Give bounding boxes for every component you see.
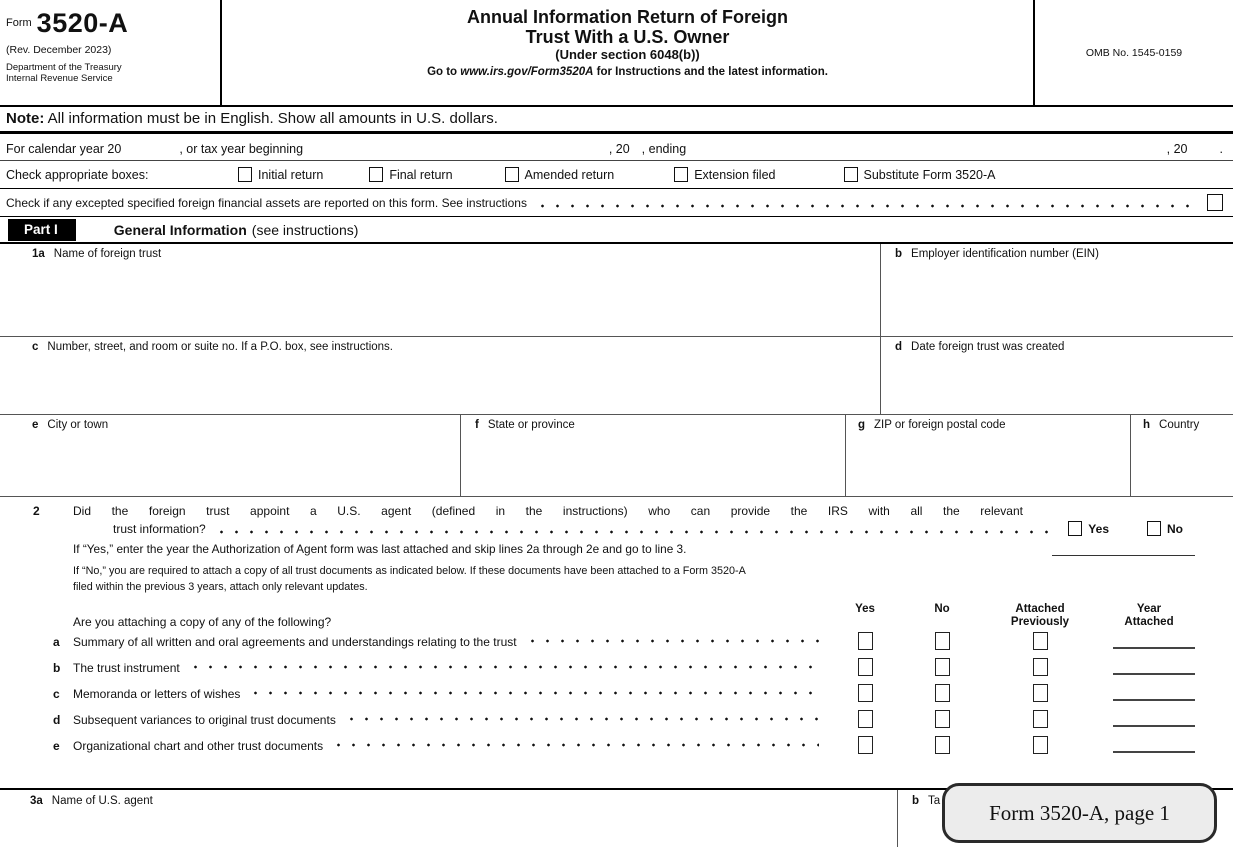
row-b-attached-previously-checkbox[interactable]: [1033, 658, 1048, 676]
omb-block: [1033, 0, 1233, 105]
calyear-text-1: For calendar year 20: [6, 142, 122, 156]
excepted-assets-text: Check if any excepted specified foreign financial assets are reported on this form. See instructions: [6, 195, 527, 210]
note-label: Note:: [6, 110, 45, 127]
form-subtitle: (Under section 6048(b)): [555, 47, 700, 62]
field-1g-label: ZIP or foreign postal code: [874, 419, 1006, 431]
field-1d-number: d: [895, 341, 903, 353]
substitute-form-checkbox[interactable]: [844, 167, 858, 182]
excepted-assets-checkbox[interactable]: [1207, 194, 1223, 211]
row-c-year-attached-field[interactable]: [1113, 685, 1195, 701]
row-e-yes-checkbox[interactable]: [858, 736, 873, 754]
authorization-year-field[interactable]: [1052, 542, 1195, 556]
row-b-letter: b: [53, 661, 61, 675]
field-1f-state[interactable]: [460, 415, 845, 496]
row-b-yes-checkbox[interactable]: [858, 658, 873, 676]
row-d-yes-checkbox[interactable]: [858, 710, 873, 728]
field-1h-country[interactable]: [1130, 415, 1233, 496]
page-badge: [942, 783, 1217, 843]
row-e-text: Organizational chart and other trust documents: [73, 739, 324, 753]
line2-if-no-line2: filed within the previous 3 years, attach only relevant updates.: [73, 581, 368, 593]
field-1d-label: Date foreign trust was created: [911, 341, 1065, 353]
goto-instructions-line: [222, 66, 1033, 78]
part1-title: General Information: [113, 221, 247, 238]
dot-leaders: [188, 661, 819, 675]
omb-number: OMB No. 1545-0159: [1085, 46, 1183, 59]
column-header-no: No: [934, 603, 950, 615]
field-3b-label-partial: Ta: [928, 795, 941, 807]
line2-no-label: No: [1167, 521, 1183, 536]
goto-prefix: Go to: [427, 66, 461, 78]
agency-line-2: Internal Revenue Service: [6, 73, 113, 84]
form-id-block: [0, 0, 222, 105]
row-d-year-attached-field[interactable]: [1113, 711, 1195, 727]
row-b-text: The trust instrument: [73, 661, 180, 675]
row-a-attached-previously-checkbox[interactable]: [1033, 632, 1048, 650]
row-d-no-checkbox[interactable]: [935, 710, 950, 728]
page-badge-text: Form 3520-A, page 1: [989, 800, 1170, 825]
field-1g-zip[interactable]: [845, 415, 1130, 496]
row-c-yes-checkbox[interactable]: [858, 684, 873, 702]
amended-return-checkbox[interactable]: [505, 167, 519, 182]
row-c-attached-previously-checkbox[interactable]: [1033, 684, 1048, 702]
return-type-row: [0, 161, 1233, 189]
row-d-letter: d: [53, 713, 61, 727]
dot-leaders: [525, 635, 819, 649]
field-3a-number: 3a: [30, 795, 43, 807]
final-return-label: Final return: [389, 167, 453, 182]
field-1b-number: b: [895, 248, 903, 260]
calyear-text-6: .: [1219, 142, 1223, 156]
attachment-row-a: [0, 629, 1233, 655]
column-header-yes: Yes: [855, 603, 875, 615]
line2-question-line2: trust information?: [113, 521, 206, 536]
form-url: www.irs.gov/Form3520A: [460, 66, 594, 78]
field-1e-number: e: [32, 419, 39, 431]
substitute-form-label: Substitute Form 3520-A: [863, 167, 996, 182]
col-prev-line2: Previously: [1010, 616, 1070, 628]
form-revision: (Rev. December 2023): [6, 44, 112, 56]
field-1a-number: 1a: [32, 248, 45, 260]
attachment-row-b: [0, 655, 1233, 681]
col-year-line1: Year: [1136, 603, 1162, 615]
col-prev-line1: Attached: [1015, 603, 1065, 615]
form-title-line2: Trust With a U.S. Owner: [525, 27, 730, 47]
field-1g-number: g: [858, 419, 866, 431]
final-return-checkbox[interactable]: [369, 167, 383, 182]
field-1b-ein[interactable]: [880, 244, 1233, 336]
row-e-no-checkbox[interactable]: [935, 736, 950, 754]
row-b-year-attached-field[interactable]: [1113, 659, 1195, 675]
part1-subtitle: (see instructions): [251, 221, 359, 238]
row-a-text: Summary of all written and oral agreements and understandings relating to the trust: [73, 635, 517, 649]
row-c-no-checkbox[interactable]: [935, 684, 950, 702]
extension-filed-checkbox[interactable]: [674, 167, 688, 182]
calyear-text-4: , ending: [641, 142, 687, 156]
form-number: 3520-A: [36, 8, 129, 38]
line2-if-yes-text: If “Yes,” enter the year the Authorization of Agent form was last attached and skip lines 2a through 2e and go to line 3.: [73, 542, 687, 556]
field-3b-number: b: [912, 795, 920, 807]
row-e-letter: e: [53, 739, 60, 753]
form-title-line1: Annual Information Return of Foreign: [467, 7, 788, 27]
form-title-block: [222, 0, 1033, 105]
attachment-row-c: [0, 681, 1233, 707]
grid-row-3: [0, 415, 1233, 497]
field-3a-label: Name of U.S. agent: [51, 795, 153, 807]
form-header: [0, 0, 1233, 107]
field-1e-label: City or town: [47, 419, 109, 431]
field-1f-label: State or province: [487, 419, 575, 431]
agency-line-1: Department of the Treasury: [6, 62, 122, 73]
row-c-text: Memoranda or letters of wishes: [73, 687, 241, 701]
col-year-line2: Attached: [1124, 616, 1174, 628]
row-a-year-attached-field[interactable]: [1113, 633, 1195, 649]
form-word: Form: [6, 17, 32, 29]
tax-year-row: [0, 134, 1233, 161]
field-1c-label: Number, street, and room or suite no. If a P.O. box, see instructions.: [47, 341, 394, 353]
calyear-text-5: , 20: [1166, 142, 1188, 156]
field-1h-label: Country: [1159, 419, 1200, 431]
line2-question-line1: Did the foreign trust appoint a U.S. agent (defined in the instructions) who can provide the IRS with all the relevant: [73, 504, 1023, 518]
field-1a-label: Name of foreign trust: [53, 248, 162, 260]
row-e-attached-previously-checkbox[interactable]: [1033, 736, 1048, 754]
field-1c-number: c: [32, 341, 39, 353]
check-boxes-label: Check appropriate boxes:: [6, 167, 149, 182]
dot-leaders: [344, 713, 819, 727]
line2-yes-label: Yes: [1088, 521, 1109, 536]
line2-section: [0, 497, 1233, 790]
column-header-year-attached: [1099, 603, 1199, 629]
excepted-assets-row: [0, 189, 1233, 217]
initial-return-checkbox[interactable]: [238, 167, 252, 182]
note-row: [0, 107, 1233, 134]
row-a-no-checkbox[interactable]: [935, 632, 950, 650]
dot-leaders: [248, 687, 819, 701]
line2-number: 2: [33, 504, 40, 518]
attaching-question: Are you attaching a copy of any of the following?: [73, 615, 332, 629]
field-1a-trust-name[interactable]: [0, 244, 880, 336]
field-1e-city[interactable]: [0, 415, 460, 496]
attachment-row-e: [0, 733, 1233, 759]
line2-if-no-line1: If “No,” you are required to attach a copy of all trust documents as indicated below. If these documents have been attached to a Form 3520-A: [73, 565, 746, 577]
dot-leaders: [535, 196, 1199, 210]
field-1h-number: h: [1143, 419, 1151, 431]
initial-return-label: Initial return: [258, 167, 324, 182]
calyear-text-3: , 20: [608, 142, 630, 156]
line2-yes-checkbox[interactable]: [1068, 521, 1082, 536]
goto-suffix: for Instructions and the latest information.: [593, 66, 828, 78]
field-1c-street[interactable]: [0, 337, 880, 414]
row-d-attached-previously-checkbox[interactable]: [1033, 710, 1048, 728]
grid-row-2: [0, 337, 1233, 415]
field-1d-date-created[interactable]: [880, 337, 1233, 414]
field-1f-number: f: [475, 419, 479, 431]
row-b-no-checkbox[interactable]: [935, 658, 950, 676]
dot-leaders: [331, 739, 819, 753]
row-a-letter: a: [53, 635, 60, 649]
line2-if-no-text: [0, 556, 1233, 595]
attachment-row-d: [0, 707, 1233, 733]
extension-filed-label: Extension filed: [694, 167, 776, 182]
row-c-letter: c: [53, 687, 60, 701]
grid-row-1: [0, 244, 1233, 337]
part1-label: Part I: [8, 219, 76, 241]
row-e-year-attached-field[interactable]: [1113, 737, 1195, 753]
dot-leaders: [214, 522, 1061, 536]
amended-return-label: Amended return: [524, 167, 615, 182]
column-header-attached-previously: [981, 603, 1099, 629]
field-3a-agent-name[interactable]: [0, 790, 897, 847]
row-a-yes-checkbox[interactable]: [858, 632, 873, 650]
field-1b-label: Employer identification number (EIN): [911, 248, 1099, 260]
part1-bar: [0, 217, 1233, 244]
line2-no-checkbox[interactable]: [1147, 521, 1161, 536]
calyear-text-2: , or tax year beginning: [179, 142, 304, 156]
note-text: All information must be in English. Show all amounts in U.S. dollars.: [44, 110, 498, 127]
row-d-text: Subsequent variances to original trust documents: [73, 713, 336, 727]
